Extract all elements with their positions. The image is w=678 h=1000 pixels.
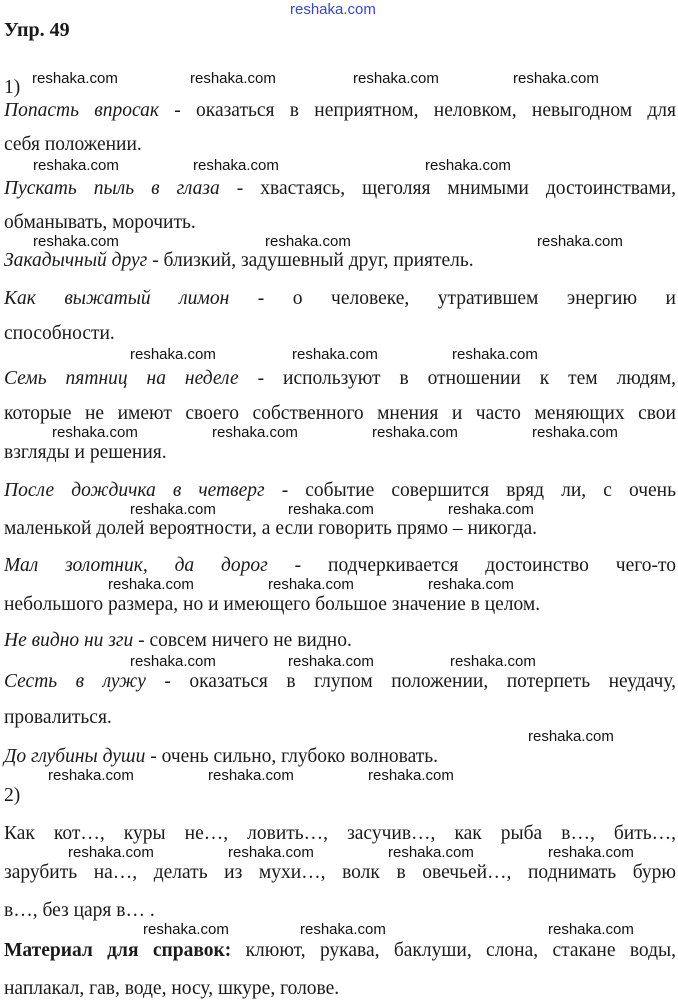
watermark: reshaka.com [130,501,216,518]
watermark: reshaka.com [288,653,374,670]
idiom-term: Мал золотник, да дорог [4,555,268,576]
watermark: reshaka.com [537,233,623,250]
idiom-term: Пускать пыль в глаза [4,178,220,199]
definition-line [4,251,474,271]
watermark: reshaka.com [130,653,216,670]
watermark: reshaka.com [265,233,351,250]
watermark: reshaka.com [513,70,599,87]
definition-line [4,369,676,389]
reference-line: наплакал, гав, воде, носу, шкуре, голове. [4,978,340,999]
idiom-term: Семь пятниц на неделе [4,368,239,389]
idiom-definition: которые не имеют своего собственного мнения и часто меняющих свои [4,403,676,424]
idiom-definition: - очень сильно, глубоко волновать. [145,746,439,767]
watermark: reshaka.com [372,424,458,441]
watermark: reshaka.com [548,921,634,938]
definition-line [4,179,676,199]
definition-line [4,631,352,651]
part-1-label: 1) [4,77,21,98]
definition-line [4,519,537,539]
idiom-term: Попасть впросак [4,100,159,121]
watermark: reshaka.com [108,576,194,593]
watermark: reshaka.com [452,346,538,363]
definition-line [4,481,676,501]
watermark: reshaka.com [548,844,634,861]
watermark: reshaka.com [143,921,229,938]
idiom-definition: обманывать, морочить. [4,212,196,233]
watermark: reshaka.com [300,921,386,938]
idiom-definition: небольшого размера, но и имеющего большое значение в целом. [4,594,541,615]
watermark: reshaka.com [33,157,119,174]
idiom-definition: - оказаться в глупом положении, потерпеть неудачу, [145,671,677,692]
watermark: reshaka.com [268,576,354,593]
watermark: reshaka.com [32,70,118,87]
watermark: reshaka.com [532,424,618,441]
idiom-definition: маленькой долей вероятности, а если говорить прямо – никогда. [4,518,538,539]
idiom-definition: - совсем ничего не видно. [133,630,352,651]
watermark-top: reshaka.com [290,1,376,18]
watermark: reshaka.com [450,653,536,670]
part-2-line: в…, без царя в… . [4,900,155,921]
watermark: reshaka.com [448,501,534,518]
definition-line [4,708,112,728]
watermark: reshaka.com [33,233,119,250]
definition-line [4,213,196,233]
reference-words: клюют, рукава, баклуши, слона, стакане воды, [231,940,676,961]
watermark: reshaka.com [130,346,216,363]
idiom-definition: - используют в отношении к тем людям, [238,368,676,389]
watermark: reshaka.com [428,576,514,593]
idiom-definition: - близкий, задушевный друг, приятель. [147,250,474,271]
definition-line [4,101,676,121]
idiom-term: Закадычный друг [4,250,148,271]
idiom-definition: способности. [4,323,115,344]
part-2-line: Как кот…, куры не…, ловить…, засучив…, как рыба в…, бить…, [4,823,676,844]
idiom-definition: - событие совершится вряд ли, с очень [264,480,676,501]
reference-line [4,941,676,961]
definition-line [4,747,438,767]
idiom-term: Как выжатый лимон [4,288,230,309]
definition-line [4,324,115,344]
definition-line [4,595,540,615]
idiom-definition: - оказаться в неприятном, неловком, невыгодном для [158,100,676,121]
idiom-term: Сесть в лужу [4,671,146,692]
watermark: reshaka.com [68,844,154,861]
exercise-title: Упр. 49 [4,19,70,41]
watermark: reshaka.com [368,767,454,784]
watermark: reshaka.com [193,157,279,174]
idiom-term: Не видно ни зги [4,630,134,651]
idiom-definition: себя положении. [4,134,142,155]
watermark: reshaka.com [425,157,511,174]
idiom-definition: провалиться. [4,707,112,728]
definition-line [4,443,167,463]
reference-label: Материал для справок: [4,940,232,961]
watermark: reshaka.com [528,728,614,745]
watermark: reshaka.com [388,844,474,861]
definition-line [4,404,676,424]
watermark: reshaka.com [212,424,298,441]
watermark: reshaka.com [190,70,276,87]
idiom-definition: - подчеркивается достоинство чего-то [267,555,676,576]
definition-line [4,556,676,576]
idiom-definition: взгляды и решения. [4,442,167,463]
definition-line [4,135,142,155]
watermark: reshaka.com [208,767,294,784]
idiom-definition: - о человеке, утратившем энергию и [229,288,676,309]
watermark: reshaka.com [48,767,134,784]
definition-line [4,672,676,692]
watermark: reshaka.com [292,346,378,363]
watermark: reshaka.com [288,501,374,518]
idiom-definition: - хвастаясь, щеголяя мнимыми достоинствами, [219,178,676,199]
part-2-line: зарубить на…, делать из мухи…, волк в овечьей…, поднимать бурю [4,862,676,883]
idiom-term: До глубины души [4,746,146,767]
idiom-term: После дождичка в четверг [4,480,265,501]
watermark: reshaka.com [228,844,314,861]
watermark: reshaka.com [52,424,138,441]
definition-line [4,289,676,309]
part-2-label: 2) [4,785,21,806]
watermark: reshaka.com [353,70,439,87]
